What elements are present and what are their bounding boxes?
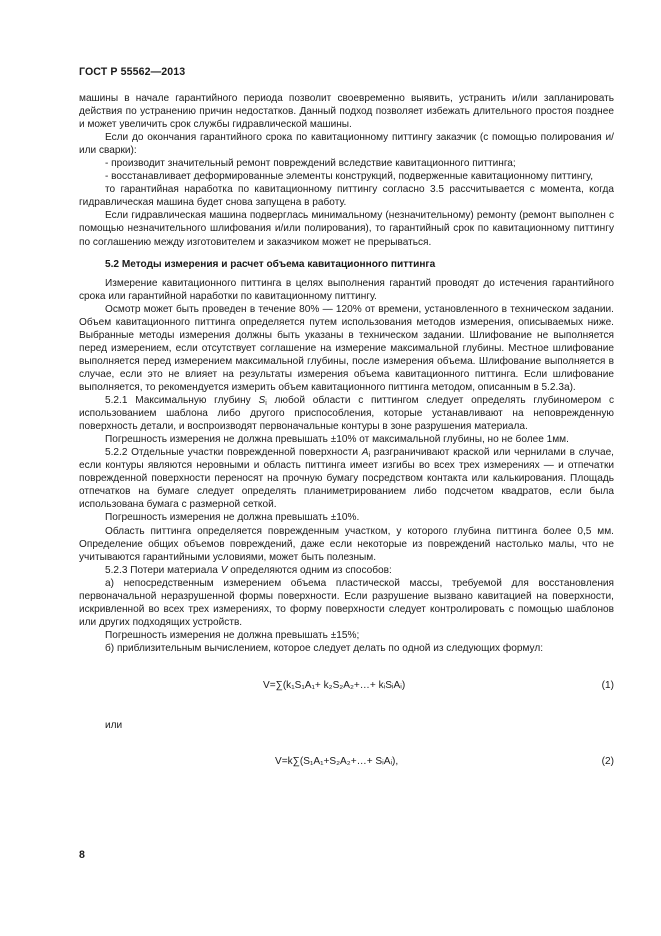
- or-text: или: [105, 719, 123, 731]
- subscript: i: [368, 452, 371, 460]
- paragraph: Погрешность измерения не должна превышать ±15%;: [105, 629, 360, 641]
- paragraph: Если гидравлическая машина подверглась минимальному (незначительному) ремонту (ремонт выполнен с помощью незначительного шлифования и/или полирования), то гарантийный срок по кавитационному питтингу по соглашению между изготовителем и заказчиком может не прерываться.: [79, 210, 614, 248]
- list-item: - производит значительный ремонт повреждений вследствие кавитационного питтинга;: [105, 158, 516, 170]
- paragraph: Погрешность измерения не должна превышать ±10%.: [105, 512, 360, 524]
- page-body: [79, 92, 614, 769]
- paragraph-5-2-2: [79, 446, 614, 511]
- formula-expression: V=k∑(S₁A₁+S₂A₂+…+ SᵢAᵢ),: [275, 756, 399, 768]
- paragraph: Осмотр может быть проведен в течение 80% — 120% от времени, установленного в техническом задании. Объем кавитационного питтинга определяется путем использования методов измерения, описываемых ниже. Выбранные методы измерения должны быть указаны в техническом задании. Шлифование не выполняется перед измерением, если отсутствует соглашение на измерение максимальной глубины. Местное шлифование выполняется перед измерением максимальной глубины, после измерения объема. Шлифование выполняется в случае, если это не влияет на результаты измерения объема кавитационного питтинга. Если шлифование выполняется, то рекомендуется измерить объем кавитационного питтинга методом, описанным в 5.2.3а).: [79, 303, 614, 393]
- paragraph-5-2-1: [79, 394, 614, 433]
- variable-v: V: [220, 564, 228, 576]
- text-run: любой области с питтингом следует определять глубиномером с использованием шаблона либо другого приспособления, которые устанавливают на неповрежденную поверхность детали, и воспроизводят первоначальные контуры в зоне разрушения материала.: [79, 395, 614, 433]
- text-run: 5.2.3 Потери материала: [105, 564, 221, 576]
- page-number: 8: [79, 849, 85, 861]
- text-run: 5.2.2 Отдельные участки поврежденной поверхности: [105, 447, 362, 459]
- paragraph: Погрешность измерения не должна превышать ±10% от максимальной глубины, но не более 1мм.: [105, 434, 569, 446]
- formula-number: (2): [601, 756, 614, 768]
- document-header: ГОСТ Р 55562—2013: [79, 66, 186, 78]
- text-run: 5.2.1 Максимальную глубину: [105, 395, 259, 407]
- paragraph: Измерение кавитационного питтинга в целях выполнения гарантий проводят до истечения гарантийного срока или гарантийной наработки по кавитационному питтингу.: [79, 277, 614, 302]
- paragraph: а) непосредственным измерением объема пластической массы, требуемой для восстановления первоначальной неразрушенной формы поверхности. Если разрушение вызвано кавитацией на поверхности, искривленной во всех трех измерениях, то форму поверхности следует контролировать с помощью шаблонов или других подходящих устройств.: [79, 577, 614, 628]
- paragraph: Если до окончания гарантийного срока по кавитационному питтингу заказчик (с помощью полирования и/или сварки):: [79, 132, 614, 157]
- variable-s: S: [258, 395, 266, 407]
- formula-1: [79, 679, 614, 693]
- paragraph: то гарантийная наработка по кавитационному питтингу согласно 3.5 рассчитывается с момента, когда гидравлическая машина будет снова запущена в работу.: [79, 184, 614, 209]
- list-item: - восстанавливает деформированные элементы конструкций, подверженные кавитационному питтингу,: [105, 171, 594, 183]
- paragraph: Область питтинга определяется поврежденным участком, у которого глубина питтинга более 0,5 мм. Определение общих объемов повреждений, даже если некоторые из повреждений настолько малы, что не учитываются гарантийными условиями, может быть полезным.: [79, 525, 614, 563]
- formula-2: [79, 755, 614, 769]
- formula-number: (1): [601, 679, 614, 691]
- variable-a: A: [361, 447, 369, 459]
- text-run: разграничивают краской или чернилами в случае, если контуры являются неровными и область питтинга имеет изгибы во всех трех измерениях — и отпечатки поврежденной поверхности переносят на прочную бумагу посредством контакта или калькирования. Площадь отпечатков на бумаге следует определять планиметрированием либо подсчетом квадратов, если была использована бумага с размерной сеткой.: [79, 447, 614, 511]
- section-title: 5.2 Методы измерения и расчет объема кавитационного питтинга: [105, 258, 436, 270]
- paragraph: б) приблизительным вычислением, которое следует делать по одной из следующих формул:: [105, 642, 544, 654]
- paragraph: машины в начале гарантийного периода позволит своевременно выявить, устранить и/или запланировать действия по устранению причин недостатков. Данный подход позволяет избежать длительного простоя позднее и может увеличить срок службы гидравлической машины.: [79, 93, 614, 131]
- paragraph-5-2-3: [79, 564, 614, 577]
- formula-expression: V=∑(k₁S₁A₁+ k₂S₂A₂+…+ kᵢSᵢAᵢ): [263, 679, 406, 691]
- text-run: определяются одним из способов:: [227, 564, 392, 576]
- subscript: i: [265, 400, 267, 408]
